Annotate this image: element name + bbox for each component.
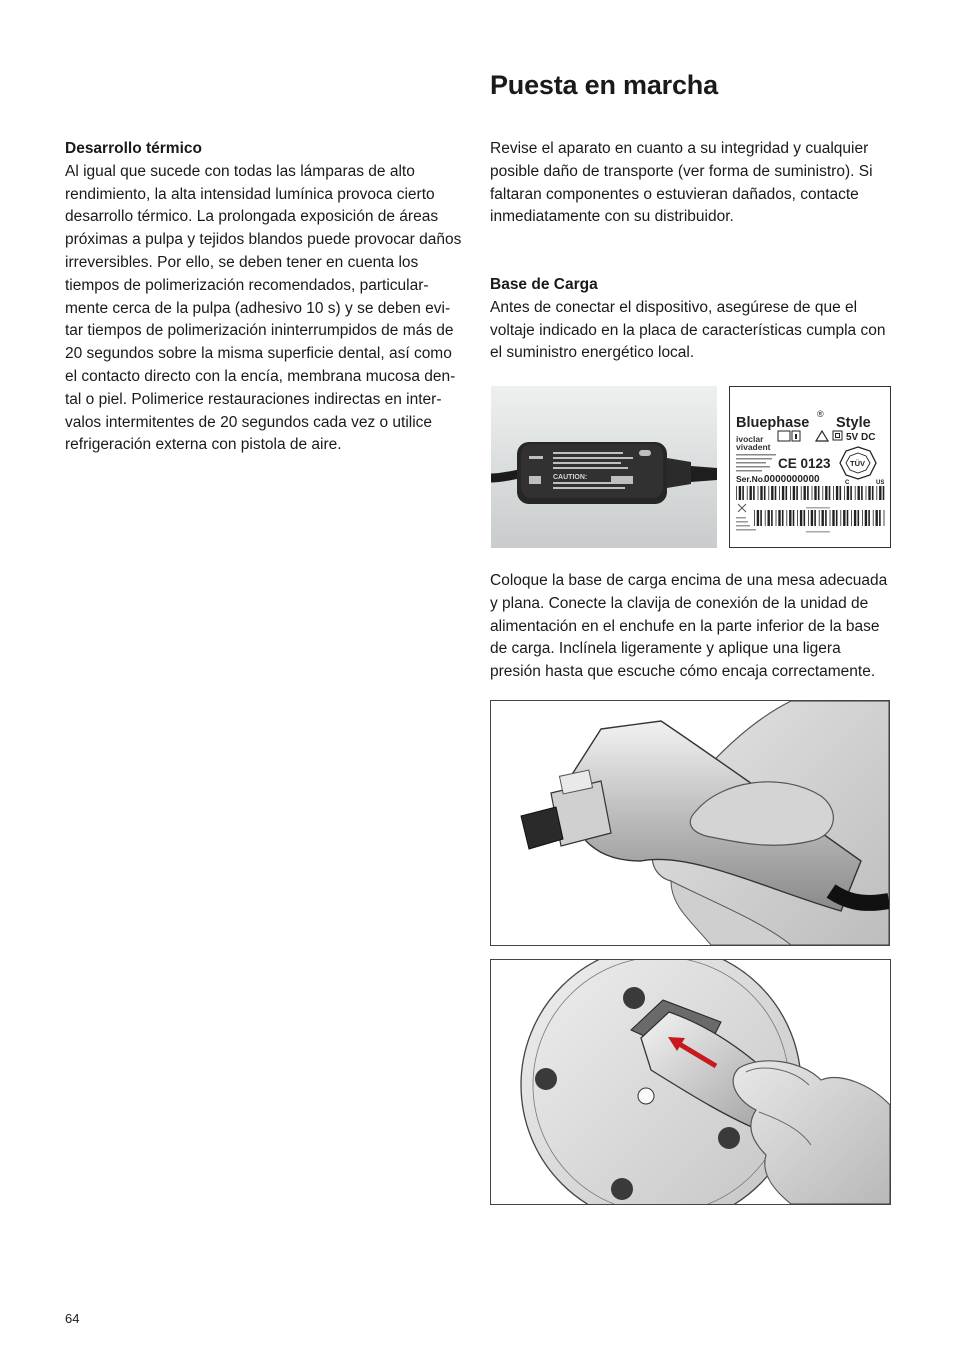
plate-serial-value: 0000000000 (764, 474, 820, 485)
charging-base-section (490, 274, 890, 365)
double-insulation-icon (833, 431, 842, 440)
barcode-top (736, 486, 884, 500)
charging-base-insertion-illustration (490, 959, 891, 1205)
warning-icon (816, 431, 828, 441)
adapter-caution-label: CAUTION: (553, 474, 588, 481)
power-adapter-illustration (491, 386, 717, 548)
plate-ce-mark: CE 0123 (778, 456, 831, 471)
page-title: Puesta en marcha (490, 70, 718, 100)
plate-model: Style (836, 415, 871, 431)
plate-tuv-c: C (845, 480, 850, 486)
thermal-body: Al igual que sucede con todas las lámparas de alto rendimiento, la alta intensidad lumínica provoca cierto desarrollo térmico. La prolongada exposición de áreas próximas a pulpa y tejidos blandos puede provocar daños irreversibles. Por ello, se deben tener en cuenta los tiempos de polimerización recomendados, particular- mente cerca de la pulpa (adhesivo 10 s) y se deben evi- tar tiempos de polimerización ininterrumpidos de más de 20 segundos sobre la misma superficie dental, así como el contacto directo con la encía, membrana mucosa den- tal o piel. Polimerice restauraciones indirectas en inter- valos intermitentes de 20 segundos cada vez o utilice refrigeración externa con pistola de aire. (65, 162, 462, 454)
power-adapter-photo (491, 386, 717, 548)
page-number: 64 (65, 1311, 80, 1326)
placement-paragraph: Coloque la base de carga encima de una mesa adecuada y plana. Conecte la clavija de conexión de la unidad de alimentación en el enchufe en la parte inferior de la base de carga. Inclínela ligeramente y aplique una ligera presión hasta que escuche cómo encaja correctamente. (490, 572, 888, 681)
instructions-icon (778, 431, 800, 441)
rating-plate (729, 386, 891, 548)
rating-plate-graphic (730, 387, 890, 547)
plate-tuv: TÜV (850, 459, 865, 468)
plate-voltage: 5V DC (846, 432, 876, 443)
plug-in-hand-illustration (490, 700, 890, 946)
thermal-paragraph (65, 138, 465, 457)
charging-heading: Base de Carga (490, 276, 598, 293)
plate-tuv-us: US (876, 480, 885, 486)
charging-paragraph (490, 274, 890, 365)
plug-illustration-graphic (491, 701, 889, 945)
plate-serial-label: Ser.No. (736, 474, 766, 484)
barcode-bottom (754, 510, 884, 526)
weee-bin-icon (738, 504, 746, 512)
plate-registered: ® (817, 409, 824, 419)
thermal-section (65, 138, 465, 457)
plate-brand: Bluephase (736, 415, 810, 431)
thermal-heading: Desarrollo térmico (65, 140, 202, 157)
inspection-paragraph: Revise el aparato en cuanto a su integridad y cualquier posible daño de transporte (ver forma de suministro). Si faltaran componentes o estuvieran dañados, contacte inmediatamente con su distribuidor. (490, 140, 873, 226)
plate-maker-line1: ivoclar (736, 434, 764, 444)
charging-body: Antes de conectar el dispositivo, asegúrese de que el voltaje indicado en la placa de características cumpla con el suministro energético local. (490, 298, 886, 362)
tuv-mark (840, 447, 884, 486)
plate-maker-line2: vivadent (736, 442, 771, 452)
charging-base-graphic (491, 960, 890, 1204)
